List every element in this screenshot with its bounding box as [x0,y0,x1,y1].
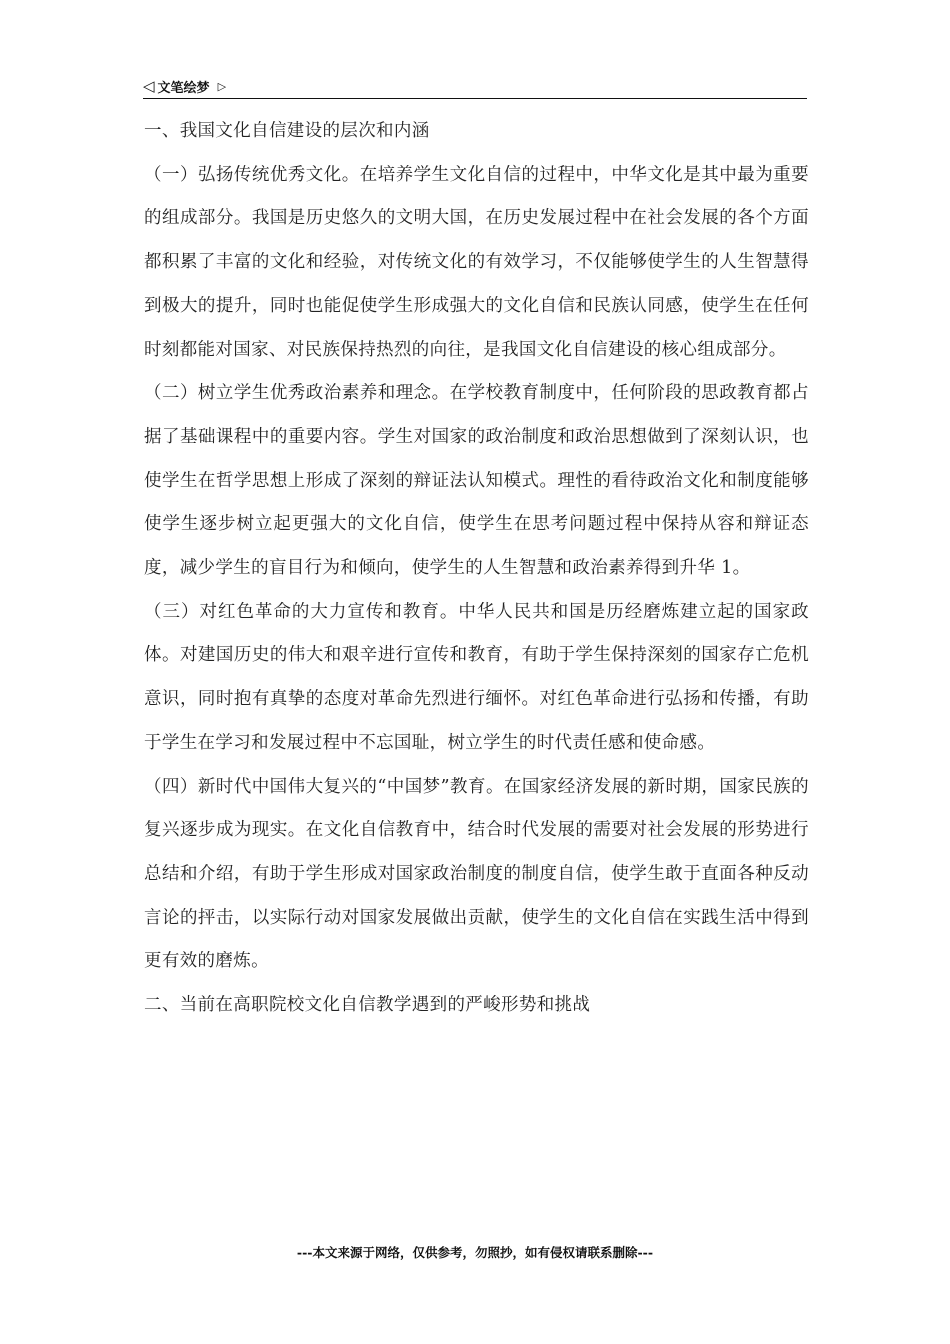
document-body [144,110,809,1028]
page-header [143,74,807,99]
triangle-left-icon: ◁ [143,76,155,95]
triangle-right-icon: ▷ [217,79,227,93]
paragraph-politics: （二）树立学生优秀政治素养和理念。在学校教育制度中，任何阶段的思政教育都占据了基础课程中的重要内容。学生对国家的政治制度和政治思想做到了深刻认识，也使学生在哲学思想上形成了深刻的辩证法认知模式。理性的看待政治文化和制度能够使学生逐步树立起更强大的文化自信，使学生在思考问题过程中保持从容和辩证态度，减少学生的盲目行为和倾向，使学生的人生智慧和政治素养得到升华 1。 [144,383,809,579]
section-heading-2: 二、当前在高职院校文化自信教学遇到的严峻形势和挑战 [144,995,591,1016]
paragraph-red-revolution: （三）对红色革命的大力宣传和教育。中华人民共和国是历经磨炼建立起的国家政体。对建国历史的伟大和艰辛进行宣传和教育，有助于学生保持深刻的国家存亡危机意识，同时抱有真挚的态度对革命先烈进行缅怀。对红色革命进行弘扬和传播，有助于学生在学习和发展过程中不忘国耻，树立学生的时代责任感和使命感。 [144,601,809,753]
paragraph-chinese-dream: （四）新时代中国伟大复兴的“中国梦”教育。在国家经济发展的新时期，国家民族的复兴逐步成为现实。在文化自信教育中，结合时代发展的需要对社会发展的形势进行总结和介绍，有助于学生形成对国家政治制度的制度自信，使学生敢于直面各种反动言论的抨击，以实际行动对国家发展做出贡献，使学生的文化自信在实践生活中得到更有效的磨炼。 [144,776,809,972]
paragraph-tradition: （一）弘扬传统优秀文化。在培养学生文化自信的过程中，中华文化是其中最为重要的组成部分。我国是历史悠久的文明大国，在历史发展过程中在社会发展的各个方面都积累了丰富的文化和经验，对传统文化的有效学习，不仅能够使学生的人生智慧得到极大的提升，同时也能促使学生形成强大的文化自信和民族认同感，使学生在任何时刻都能对国家、对民族保持热烈的向往，是我国文化自信建设的核心组成部分。 [144,164,809,360]
section-heading-1: 一、我国文化自信建设的层次和内涵 [144,121,430,141]
header-title: 文笔绘梦 [157,80,210,96]
footer-notice: ---本文来源于网络，仅供参考，勿照抄，如有侵权请联系删除--- [296,1245,654,1260]
